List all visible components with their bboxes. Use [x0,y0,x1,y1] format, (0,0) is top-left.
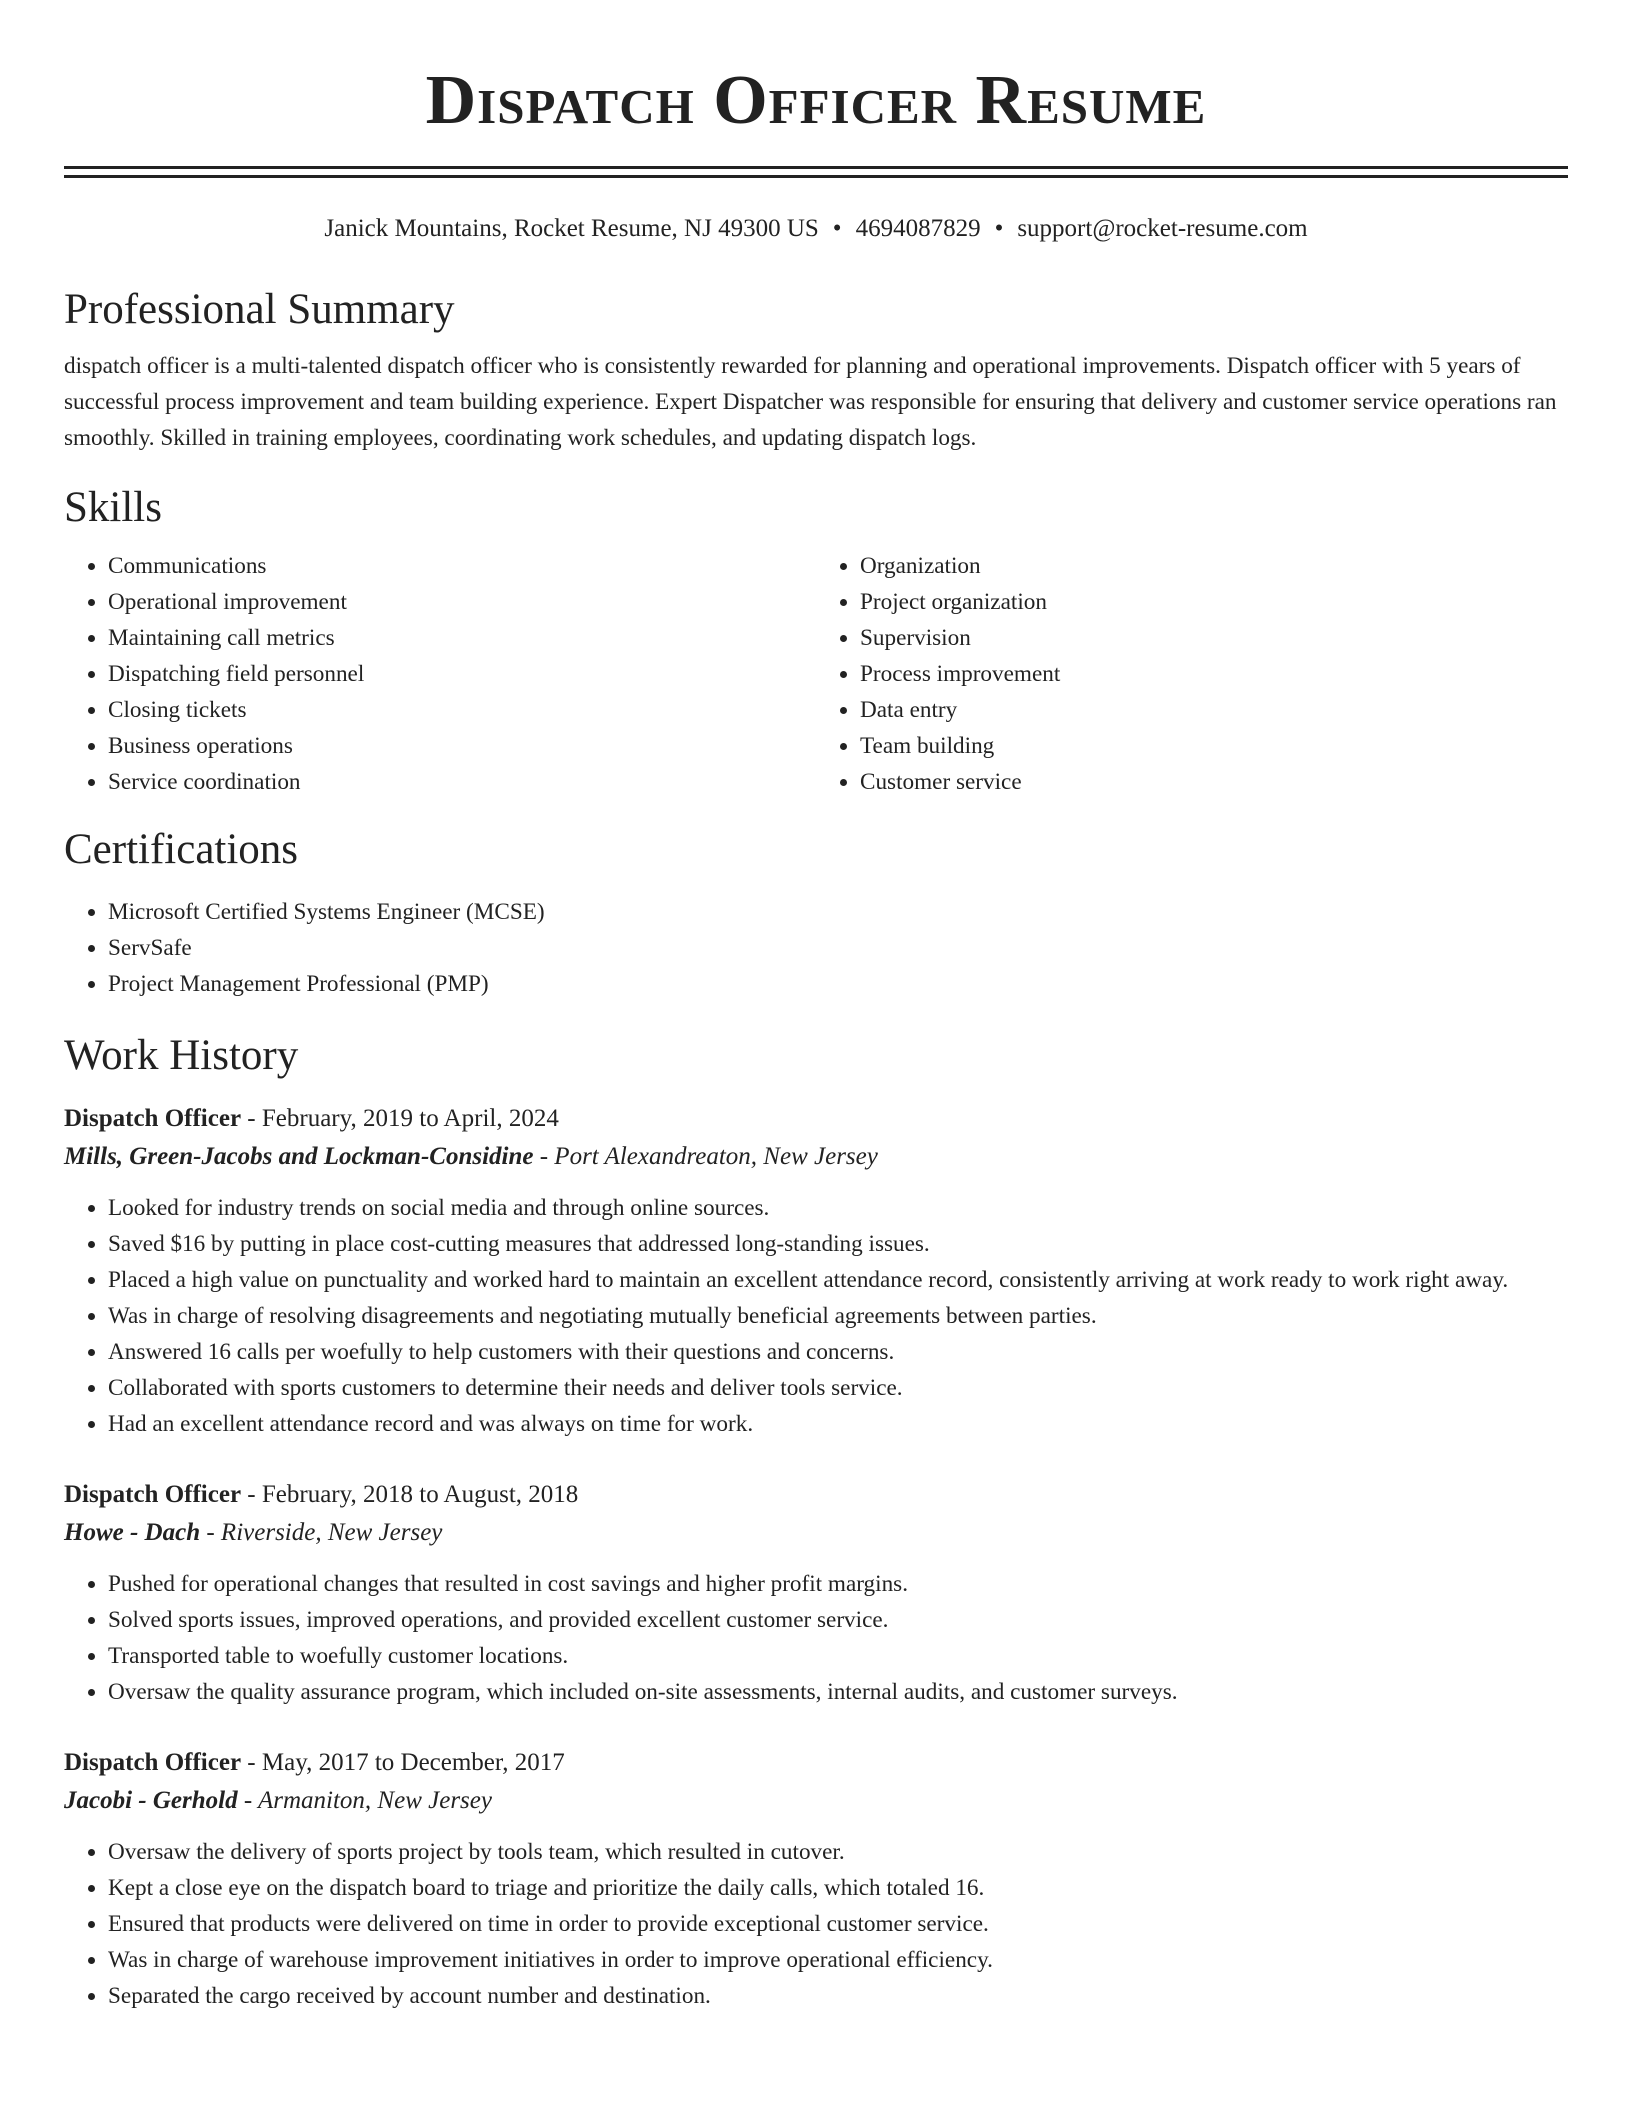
certifications-list [64,894,1568,1002]
job-role: Dispatch Officer [64,1105,242,1132]
skill-item: • Supervision [860,620,1568,656]
skill-item: • Closing tickets [108,692,816,728]
skill-item: • Maintaining call metrics [108,620,816,656]
skill-item: • Team building [860,728,1568,764]
job-header [64,1100,1568,1138]
skills-list-left [64,548,816,800]
title-divider-top [64,166,1568,169]
contact-address: Janick Mountains, Rocket Resume, NJ 49300 US [324,215,819,242]
job-location: - Riverside, New Jersey [200,1519,443,1546]
skill-item: • Business operations [108,728,816,764]
job-bullet: • Was in charge of warehouse improvement initiatives in order to improve operational efficiency. [108,1942,1568,1978]
job-header [64,1476,1568,1514]
job-company: Howe - Dach [64,1519,201,1546]
job-bullet: • Was in charge of resolving disagreements and negotiating mutually beneficial agreements between parties. [108,1298,1568,1334]
skills-heading: Skills [64,484,162,531]
skill-item: • Project organization [860,584,1568,620]
certification-item: • Microsoft Certified Systems Engineer (MCSE) [108,894,1568,930]
job-entry [64,1476,1568,1710]
job-header [64,1744,1568,1782]
contact-email: support@rocket-resume.com [1017,215,1308,242]
contact-separator: • [832,215,842,242]
skill-item: • Service coordination [108,764,816,800]
job-dates: - February, 2018 to August, 2018 [241,1481,579,1508]
skill-item: • Communications [108,548,816,584]
title-divider-bottom [64,175,1568,178]
skill-item: • Dispatching field personnel [108,656,816,692]
job-bullet: • Separated the cargo received by account number and destination. [108,1978,1568,2014]
job-bullet: • Transported table to woefully customer locations. [108,1638,1568,1674]
job-bullet: • Solved sports issues, improved operations, and provided excellent customer service. [108,1602,1568,1638]
job-bullet: • Had an excellent attendance record and was always on time for work. [108,1406,1568,1442]
job-bullets [64,1834,1568,2014]
skill-item: • Organization [860,548,1568,584]
job-location: - Port Alexandreaton, New Jersey [533,1143,878,1170]
job-bullet: • Placed a high value on punctuality and worked hard to maintain an excellent attendance record, consistently arriving at work ready to work right away. [108,1262,1568,1298]
work-history-heading: Work History [64,1032,299,1079]
job-bullet: • Pushed for operational changes that resulted in cost savings and higher profit margins. [108,1566,1568,1602]
summary-heading: Professional Summary [64,286,455,333]
certification-item: • ServSafe [108,930,1568,966]
job-bullet: • Collaborated with sports customers to determine their needs and deliver tools service. [108,1370,1568,1406]
contact-line [64,214,1568,244]
resume-title: Dispatch Officer Resume [425,62,1207,139]
job-company-line [64,1782,1568,1820]
certification-item: • Project Management Professional (PMP) [108,966,1568,1002]
job-bullet: • Oversaw the delivery of sports project by tools team, which resulted in cutover. [108,1834,1568,1870]
job-bullet: • Saved $16 by putting in place cost-cutting measures that addressed long-standing issues. [108,1226,1568,1262]
job-bullets [64,1190,1568,1442]
skill-item: • Customer service [860,764,1568,800]
certifications-heading: Certifications [64,826,299,873]
job-bullet: • Ensured that products were delivered on time in order to provide exceptional customer service. [108,1906,1568,1942]
job-entry [64,1744,1568,2014]
job-dates: - February, 2019 to April, 2024 [241,1105,559,1132]
summary-text: dispatch officer is a multi-talented dispatch officer who is consistently rewarded for planning and operational improvements. Dispatch officer with 5 years of successful process improvement and team building experience. Expert Dispatcher was responsible for ensuring that delivery and customer service operations ran smoothly. Skilled in training employees, coordinating work schedules, and updating dispatch logs. [64,353,1557,451]
skill-item: • Process improvement [860,656,1568,692]
skill-item: • Operational improvement [108,584,816,620]
job-company: Jacobi - Gerhold [64,1787,238,1814]
job-bullet: • Looked for industry trends on social media and through online sources. [108,1190,1568,1226]
skill-item: • Data entry [860,692,1568,728]
contact-phone: 4694087829 [855,215,981,242]
contact-separator: • [994,215,1004,242]
job-role: Dispatch Officer [64,1749,242,1776]
skills-list-right [816,548,1568,800]
job-bullets [64,1566,1568,1710]
job-location: - Armaniton, New Jersey [237,1787,492,1814]
skills-columns [64,548,1568,800]
job-entry [64,1100,1568,1442]
job-dates: - May, 2017 to December, 2017 [241,1749,565,1776]
job-bullet: • Answered 16 calls per woefully to help customers with their questions and concerns. [108,1334,1568,1370]
job-role: Dispatch Officer [64,1481,242,1508]
job-company-line [64,1514,1568,1552]
job-company-line [64,1138,1568,1176]
job-bullet: • Kept a close eye on the dispatch board to triage and prioritize the daily calls, which totaled 16. [108,1870,1568,1906]
job-bullet: • Oversaw the quality assurance program, which included on-site assessments, internal audits, and customer surveys. [108,1674,1568,1710]
job-company: Mills, Green-Jacobs and Lockman-Considine [64,1143,534,1170]
